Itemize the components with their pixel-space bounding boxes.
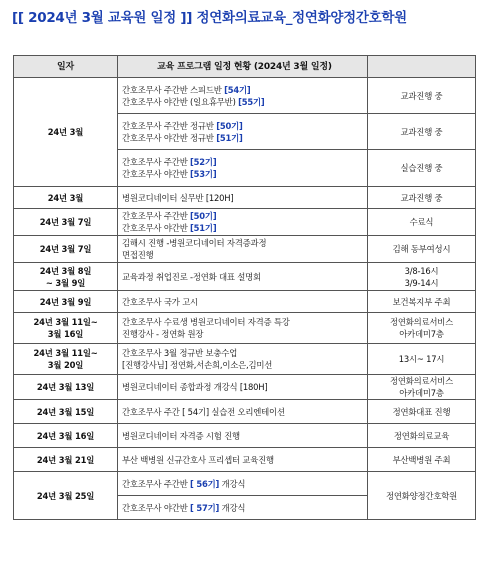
date-line: 24년 3월 21일 (36, 454, 95, 465)
program-line: 간호조무사 주간반 [52기] (122, 157, 217, 167)
program-line: 진행강사 - 정연화 원장 (122, 329, 204, 339)
program-line: 간호조무사 주간 [ 54기] 실습전 오리엔테이션 (122, 406, 285, 417)
row-program (118, 344, 368, 375)
row-program (118, 472, 368, 496)
program-line: 간호조무사 야간반 [ 57기] 개강식 (122, 502, 246, 513)
row-program (118, 375, 368, 400)
date-line: 24년 3월 9일 (39, 296, 92, 307)
row-note (368, 424, 476, 448)
table-row (14, 448, 476, 472)
program-line: 병원코디네이터 종합과정 개강식 [180H] (122, 382, 268, 392)
row-note (368, 375, 476, 400)
header-program: 교육 프로그램 일정 현황 (2024년 3월 일정) (118, 56, 368, 78)
row-note (368, 400, 476, 424)
schedule-table (13, 55, 476, 520)
table-row (14, 424, 476, 448)
row-note: 교과진행 중 (368, 114, 476, 150)
row-program (118, 448, 368, 472)
date-line: 24년 3월 11일~ (33, 317, 98, 327)
program-line: 부산 백병원 신규간호사 프리셉터 교육진행 (122, 454, 274, 465)
program-line: 간호조무사 국가 고시 (122, 296, 198, 307)
row-program (118, 114, 368, 150)
row-program (118, 150, 368, 187)
table-row (14, 209, 476, 236)
row-note (368, 313, 476, 344)
table-row (14, 400, 476, 424)
program-line: 간호조무사 야간반 [51기] (122, 223, 217, 233)
page-title: [[ 2024년 3월 교육원 일정 ]] 정연화의료교육_정연화양정간호학원 (12, 10, 407, 26)
row-program (118, 291, 368, 313)
row-note (368, 263, 476, 291)
date-line: 3월 16일 (47, 329, 84, 339)
date-line: 3월 20일 (47, 360, 84, 370)
row-note: 정연화양정간호학원 (368, 472, 476, 520)
date-line: 24년 3월 8일 (39, 265, 92, 276)
row-date (14, 424, 118, 448)
row-program (118, 424, 368, 448)
table-row (14, 313, 476, 344)
row-date (14, 209, 118, 236)
date-line: 24년 3월 15일 (36, 406, 95, 417)
row-note (368, 291, 476, 313)
table-row (14, 375, 476, 400)
row-date (14, 313, 118, 344)
row-program (118, 236, 368, 263)
program-line: 김해시 진행 -병원코디네이터 자격증과정 (122, 238, 267, 248)
row-date (14, 400, 118, 424)
program-line: [진행강사님] 정연화,서손희,이소은,김미선 (122, 360, 273, 370)
row-date (14, 263, 118, 291)
date-line: 24년 3월 (47, 192, 84, 203)
note-line: 3/9-14시 (404, 277, 439, 288)
header-note (368, 56, 476, 78)
note-line: 정연화의료서비스 (389, 317, 454, 327)
row-date (14, 448, 118, 472)
note-line: 아카데미7층 (399, 388, 444, 398)
table-row (14, 236, 476, 263)
table-row (14, 263, 476, 291)
row-program (118, 313, 368, 344)
row-date (14, 291, 118, 313)
table-row (14, 291, 476, 313)
row-date (14, 375, 118, 400)
table-header-row (14, 56, 476, 78)
note-line: 13시~ 17시 (398, 354, 445, 364)
row-program (118, 400, 368, 424)
program-line: 간호조무사 주간반 [50기] (122, 211, 217, 221)
row-note (368, 236, 476, 263)
row-note (368, 344, 476, 375)
note-line: 수료식 (409, 217, 434, 227)
row-program (118, 78, 368, 114)
date-line: 24년 3월 11일~ (33, 348, 98, 358)
program-line: 병원코디네이터 자격증 시험 진행 (122, 430, 240, 441)
note-line: 정연화의료서비스 (389, 376, 454, 386)
note-line: 김해 동부여성시 (392, 244, 451, 254)
row-date (14, 344, 118, 375)
program-line: 간호조무사 3월 정규반 보충수업 (122, 348, 238, 358)
program-line: 간호조무사 주간반 정규반 [50기] (122, 120, 243, 131)
row-date: 24년 3월 25일 (14, 472, 118, 520)
program-line: 간호조무사 야간반 [53기] (122, 169, 217, 179)
row-date (14, 187, 118, 209)
note-line: 정연화대표 진행 (392, 406, 451, 417)
note-line: 아카데미7층 (399, 329, 444, 339)
program-line: 교육과정 취업진로 -정연화 대표 설명회 (122, 271, 261, 282)
row-note (368, 187, 476, 209)
note-line: 교과진행 중 (400, 192, 443, 203)
program-line: 병원코디네이터 실무반 [120H] (122, 192, 234, 203)
table-row (14, 78, 476, 114)
table-row (14, 344, 476, 375)
date-line: 24년 3월 7일 (39, 217, 92, 227)
row-note: 교과진행 중 (368, 78, 476, 114)
note-line: 정연화의료교육 (393, 430, 450, 441)
note-line: 3/8-16시 (404, 265, 439, 276)
row-note (368, 448, 476, 472)
note-line: 보건복지부 주최 (392, 296, 451, 307)
program-line: 간호조무사 수료생 병원코디네이터 자격증 특강 (122, 317, 290, 327)
row-note (368, 209, 476, 236)
row-program (118, 496, 368, 520)
table-row (14, 472, 476, 496)
row-date (14, 236, 118, 263)
program-line: 면접진행 (122, 250, 154, 260)
program-line: 간호조무사 야간반 (일요휴무반) [55기] (122, 96, 265, 107)
row-program (118, 209, 368, 236)
date-line: 24년 3월 16일 (36, 430, 95, 441)
row-note: 실습진행 중 (368, 150, 476, 187)
program-line: 간호조무사 주간반 스피드반 [54기] (122, 84, 251, 95)
table-row (14, 187, 476, 209)
note-line: 부산백병원 주최 (392, 454, 451, 465)
date-line: 24년 3월 13일 (36, 382, 95, 392)
date-line: 24년 3월 7일 (39, 244, 92, 254)
program-line: 간호조무사 주간반 [ 56기] 개강식 (122, 478, 246, 489)
program-line: 간호조무사 야간반 정규반 [51기] (122, 132, 243, 143)
row-date: 24년 3월 (14, 78, 118, 187)
row-program (118, 263, 368, 291)
header-date: 일자 (14, 56, 118, 78)
date-line: ~ 3월 9일 (45, 277, 86, 288)
row-program (118, 187, 368, 209)
